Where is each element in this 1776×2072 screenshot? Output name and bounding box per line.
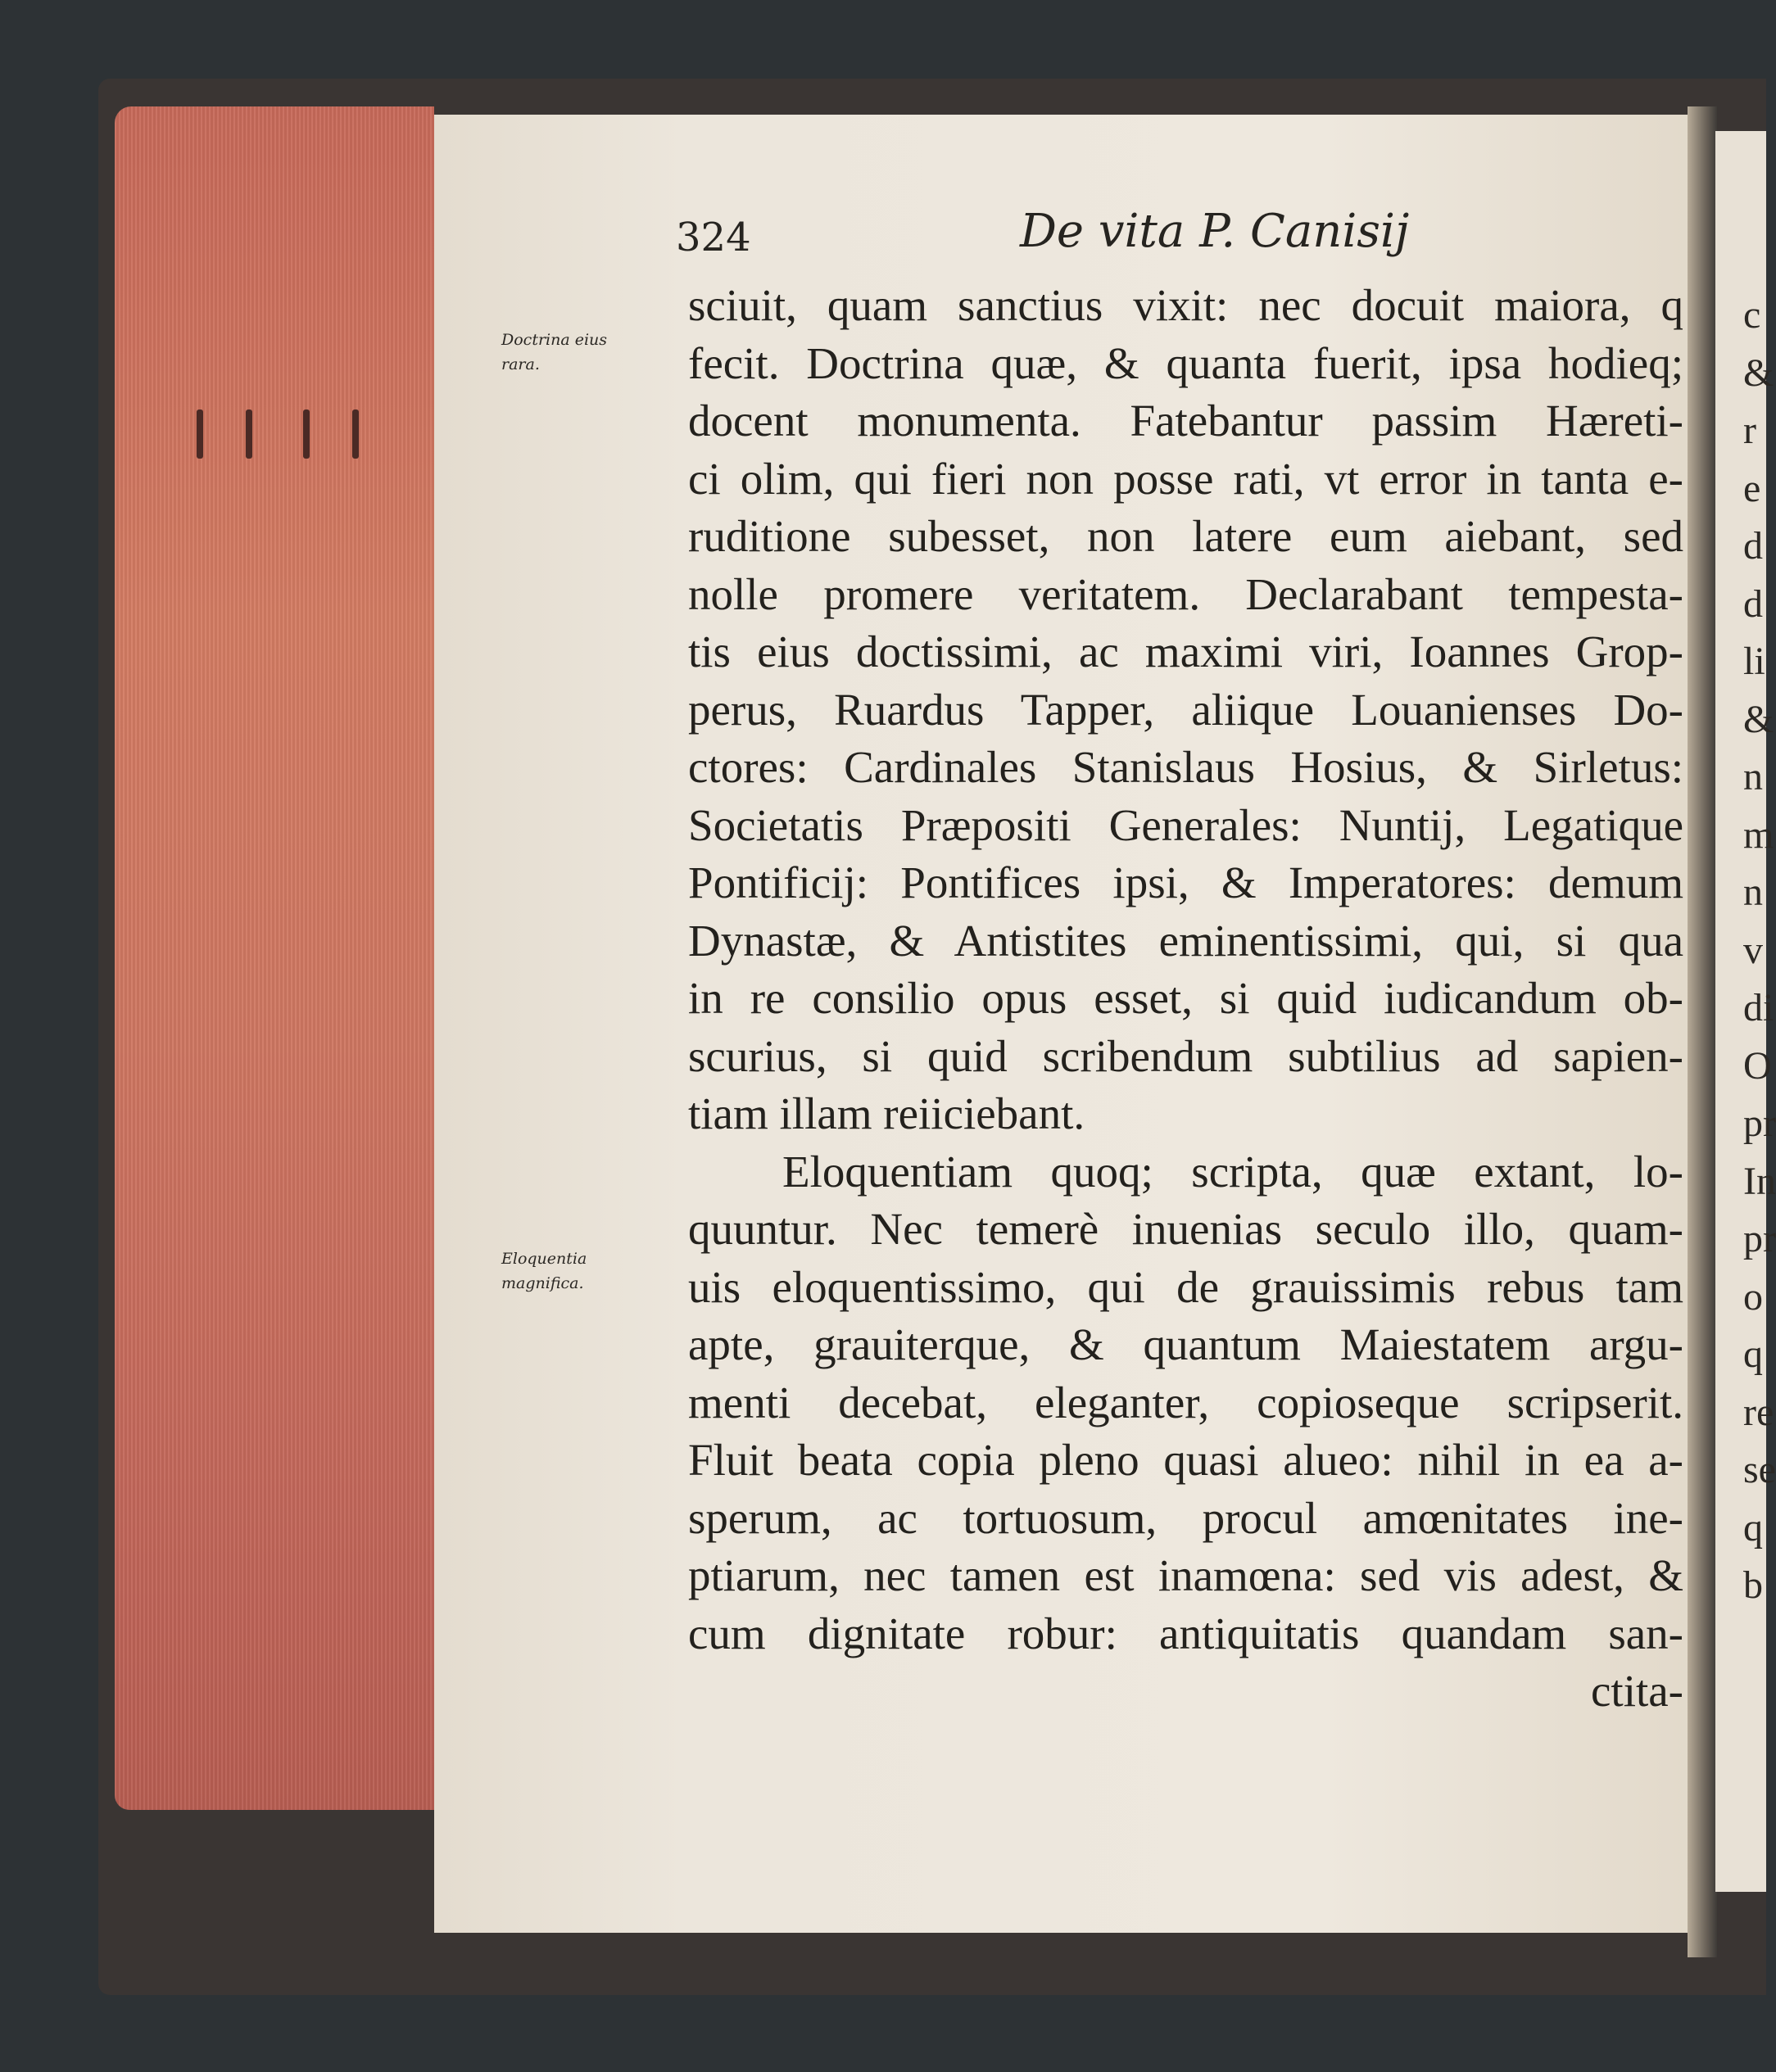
facing-page-fragment: li <box>1743 640 1765 683</box>
facing-page-fragment: e <box>1743 466 1761 510</box>
text-line: scurius, si quid scribendum subtilius ad sapien- <box>688 1030 1683 1081</box>
side-note-line: Eloquentia <box>501 1250 587 1268</box>
text-line: ctores: Cardinales Stanislaus Hosius, & Sirletus: <box>688 742 1683 792</box>
text-line: in re consilio opus esset, si quid iudicandum ob- <box>688 973 1683 1023</box>
text-line: cum dignitate robur: antiquitatis quandam san- <box>688 1608 1683 1658</box>
text-line: ci olim, qui fieri non posse rati, vt error in tanta e- <box>688 453 1683 504</box>
facing-page-text <box>1743 287 1776 1615</box>
text-line: fecit. Doctrina quæ, & quanta fuerit, ipsa hodieq; <box>688 337 1683 388</box>
text-line: Eloquentiam quoq; scripta, quæ extant, lo- <box>782 1146 1683 1197</box>
facing-page-fragment: q <box>1743 1332 1763 1376</box>
text-line: tis eius doctissimi, ac maximi viri, Ioannes Grop- <box>688 627 1683 676</box>
side-note-line: Doctrina eius <box>501 331 608 349</box>
facing-page-fragment: d <box>1743 524 1763 568</box>
text-line: Societatis Præpositi Generales: Nuntij, Legatique <box>688 799 1683 850</box>
facing-page-fragment: di <box>1743 986 1774 1029</box>
page-number: 324 <box>676 215 751 260</box>
facing-page-fragment: d <box>1743 581 1763 626</box>
text-line: quuntur. Nec temerè inuenias seculo illo, quam- <box>688 1204 1683 1254</box>
facing-page-fragment: In <box>1743 1159 1776 1203</box>
text-line: ruditione subesset, non latere eum aiebant, sed <box>688 511 1683 561</box>
facing-page-fragment: O <box>1743 1043 1772 1088</box>
text-line: uis eloquentissimo, qui de grauissimis rebus tam <box>688 1261 1683 1312</box>
facing-page-fragment: o <box>1743 1274 1763 1319</box>
facing-page-fragment: & <box>1743 351 1774 395</box>
edge-mark <box>303 409 310 459</box>
catchword: ctita- <box>1591 1666 1683 1716</box>
text-line: apte, grauiterque, & quantum Maiestatem argu- <box>688 1319 1683 1369</box>
facing-page-fragment: re <box>1743 1390 1774 1434</box>
facing-page-fragment: pr <box>1743 1217 1776 1260</box>
body-text <box>688 277 1683 1721</box>
side-note-line: rara. <box>501 355 540 373</box>
facing-page-fragment: c <box>1743 293 1761 337</box>
text-line: sperum, ac tortuosum, procul amœnitates ine- <box>688 1492 1683 1543</box>
side-note-line: magnifica. <box>501 1274 584 1292</box>
facing-page-fragment: se <box>1743 1448 1776 1491</box>
text-line: Dynastæ, & Antistites eminentissimi, qui, si qua <box>688 915 1683 966</box>
edge-mark <box>352 409 359 459</box>
facing-page-fragment: r <box>1743 409 1756 452</box>
facing-page-fragment: b <box>1743 1563 1763 1607</box>
facing-page-fragment: n <box>1743 755 1763 798</box>
text-line: Pontificij: Pontifices ipsi, & Imperatores: demum <box>688 857 1683 907</box>
facing-page-fragment: m <box>1743 812 1774 857</box>
text-line: Fluit beata copia pleno quasi alueo: nihil in ea a- <box>688 1435 1683 1485</box>
text-line: nolle promere veritatem. Declarabant tempesta- <box>688 568 1683 619</box>
facing-page-fragment: v <box>1743 928 1763 972</box>
page-edges <box>115 106 434 1810</box>
text-line: perus, Ruardus Tapper, aliique Louanienses Do- <box>688 684 1683 735</box>
edge-mark <box>197 409 203 459</box>
text-line: ptiarum, nec tamen est inamœna: sed vis adest, & <box>688 1550 1683 1600</box>
running-title: De vita P. Canisij <box>1020 205 1410 258</box>
facing-page-fragment: q <box>1743 1505 1763 1549</box>
side-note <box>501 328 649 377</box>
text-line: menti decebat, eleganter, copioseque scripserit. <box>688 1377 1683 1427</box>
facing-page-fragment: pr <box>1743 1102 1776 1145</box>
facing-page-fragment: n <box>1743 871 1763 914</box>
facing-page-fragment: & <box>1743 697 1774 741</box>
gutter-shadow <box>1688 106 1717 1957</box>
text-line: tiam illam reiiciebant. <box>688 1088 1085 1138</box>
page-header <box>676 205 1495 270</box>
edge-mark <box>246 409 252 459</box>
text-line: docent monumenta. Fatebantur passim Hæreti- <box>688 396 1683 446</box>
text-line: sciuit, quam sanctius vixit: nec docuit maiora, q <box>688 280 1683 330</box>
side-note <box>501 1246 649 1296</box>
